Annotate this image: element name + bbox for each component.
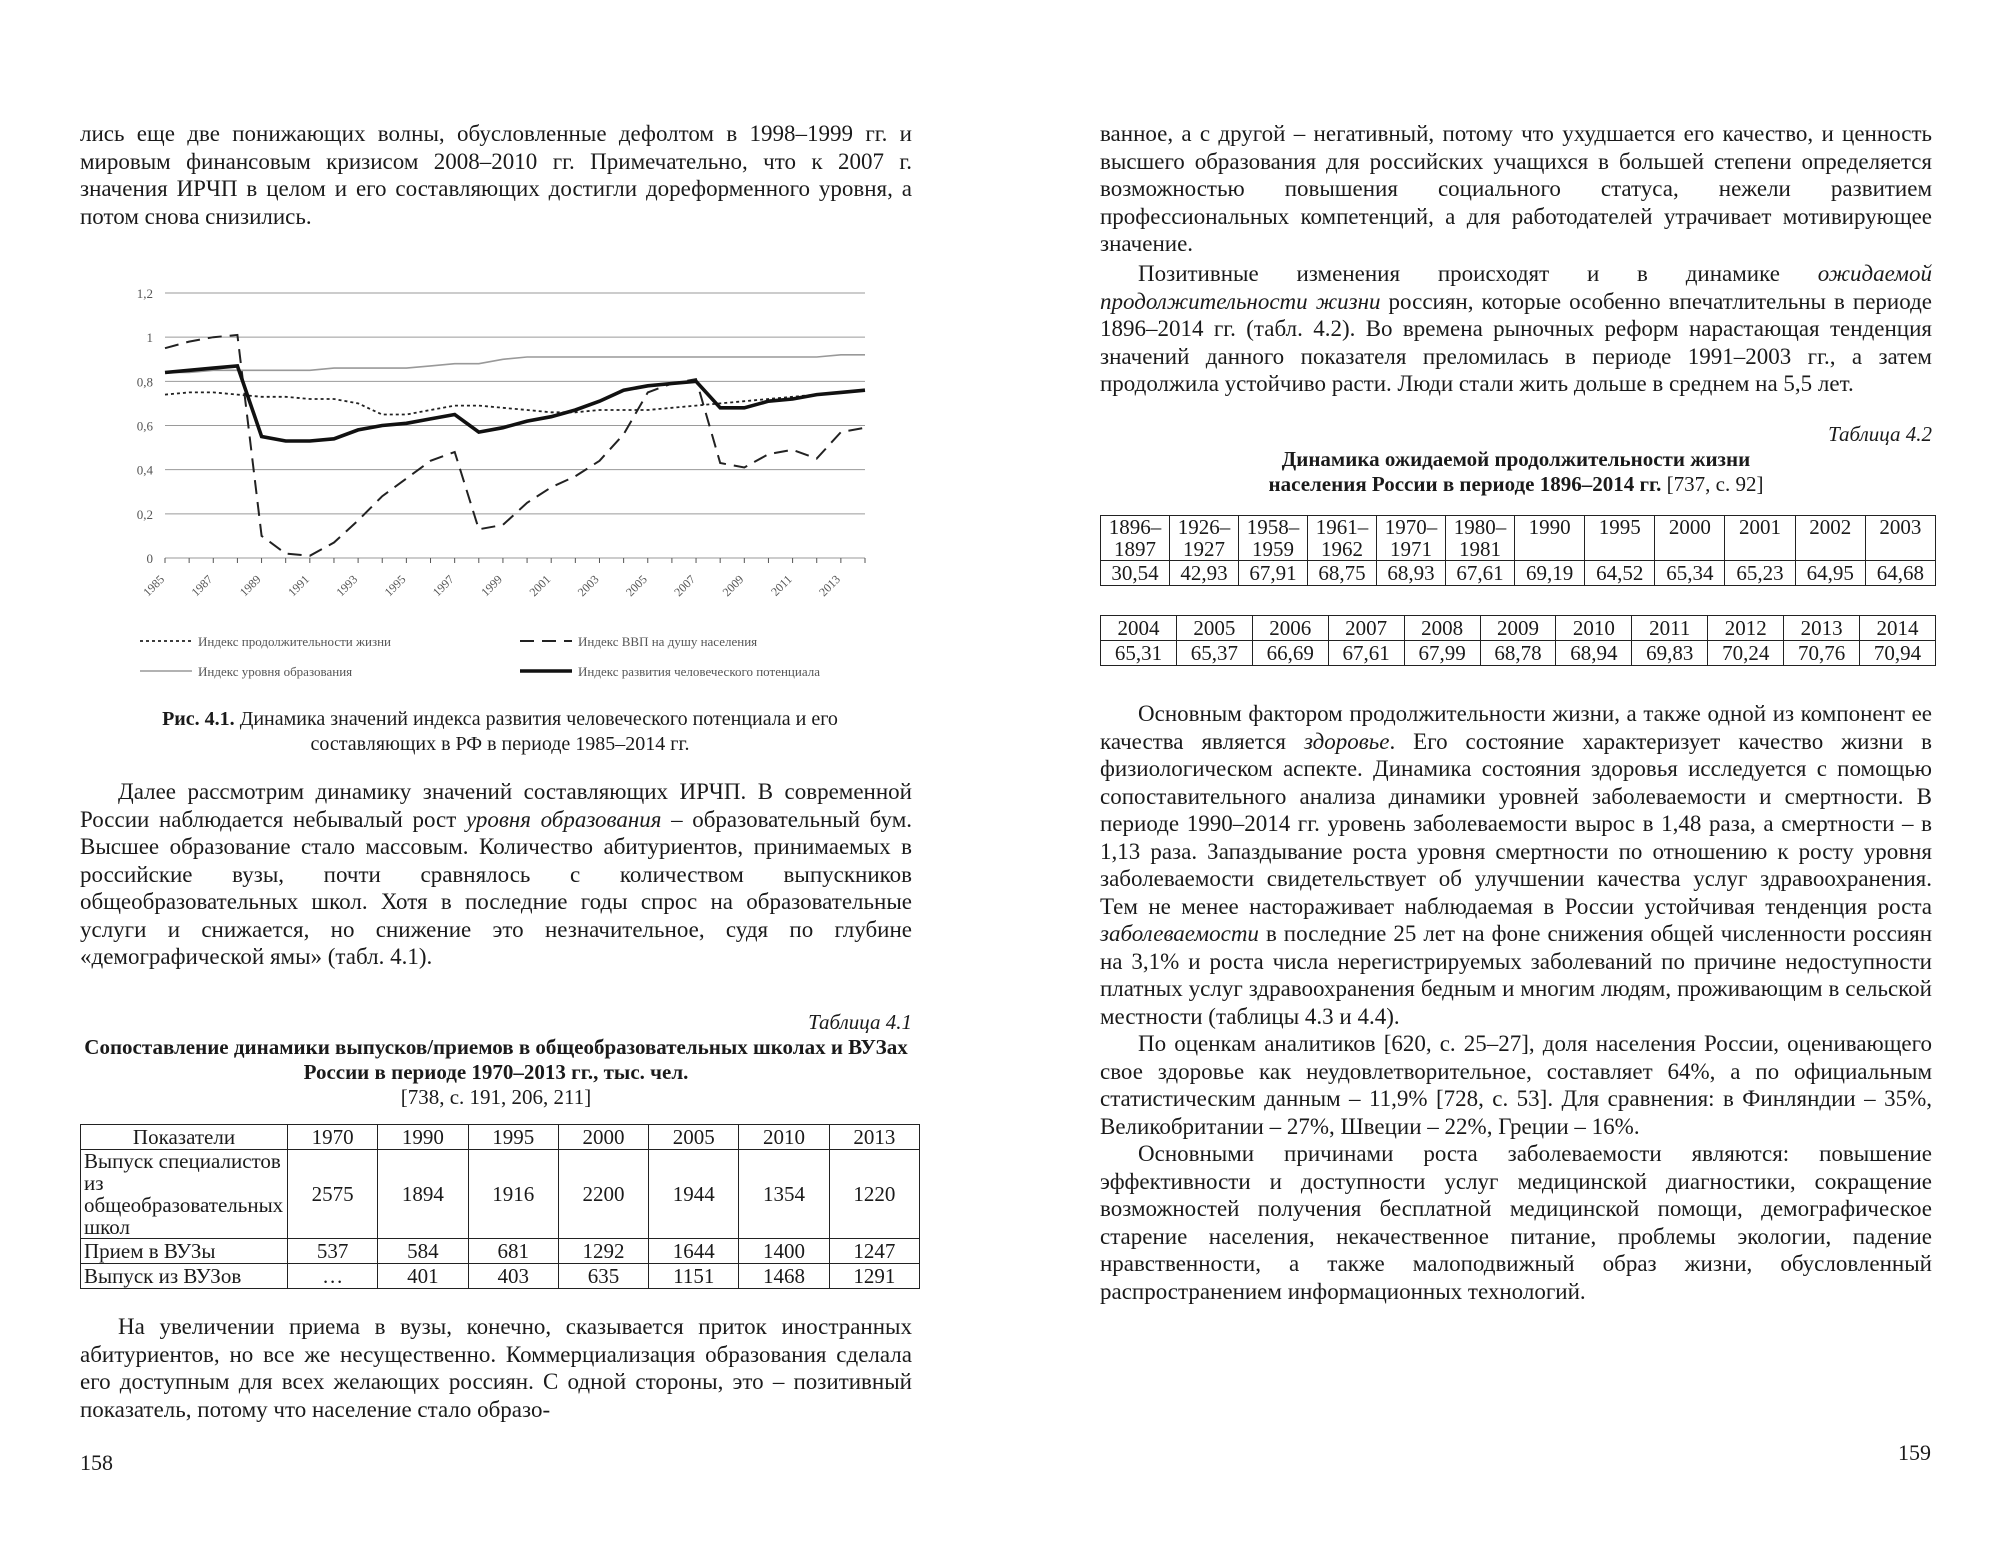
table-4-1-row-cell: Выпуск из ВУЗов <box>81 1264 288 1289</box>
table-4-1-row <box>81 1264 920 1289</box>
table-4-2b-values-row-cell: 67,61 <box>1328 641 1404 666</box>
table-4-2-values-row-cell: 42,93 <box>1170 561 1239 586</box>
table-4-2-header-row-cell: 1958–1959 <box>1239 516 1308 561</box>
table-4-1-header-row <box>81 1125 920 1150</box>
table-4-2b-header-row-cell: 2013 <box>1784 616 1860 641</box>
y-tick-label: 1,2 <box>136 286 153 301</box>
table-4-1-caption: Сопоставление динамики выпусков/приемов в общеобразовательных школах и ВУЗах России в периоде 1970–2013 гг., тыс. чел. <box>84 1035 908 1084</box>
x-tick-label: 1995 <box>381 572 409 600</box>
table-4-1-row-cell: 1916 <box>468 1150 558 1239</box>
index-dynamics-chart <box>80 278 912 718</box>
page-number-159: 159 <box>1898 1440 1931 1465</box>
table-4-2-header-row-cell: 1970–1971 <box>1377 516 1446 561</box>
right-para-3-b: . Его состояние характеризует качество жизни в физиологическом аспекте. Динамика состояния здоровья исследуется с помощью сопоставительного анализа динамики уровней заболеваемости и смертности. В периоде 1990–2014 гг. уровень заболеваемости вырос в 1,48 раза, а смертности – в 1,13 раза. Запаздывание роста уровня смертности по отношению к росту уровня заболеваемости свидетельствует об улучшении качества услуг здравоохранения. Тем не менее настораживает наблюдаемая в России устойчивая тенденция роста <box>1100 728 1932 919</box>
table-4-2-values-row-cell: 68,93 <box>1377 561 1446 586</box>
table-4-2-values-row <box>1101 561 1936 586</box>
legend-label: Индекс развития человеческого потенциала <box>578 664 820 679</box>
right-para-3-italic: здоровье <box>1303 728 1390 754</box>
right-para-2 <box>1100 260 1932 398</box>
legend-label: Индекс уровня образования <box>198 664 353 679</box>
table-4-2-caption-line2 <box>1100 472 1932 497</box>
left-para-1-block <box>80 120 912 230</box>
table-4-1-block <box>80 1010 912 1289</box>
x-tick-label: 1999 <box>478 572 506 600</box>
table-4-2b-values-row-cell: 69,83 <box>1632 641 1708 666</box>
left-para-3-block <box>80 1313 912 1423</box>
x-tick-label: 1987 <box>188 572 216 600</box>
table-4-1-row-cell: 1468 <box>739 1264 829 1289</box>
table-4-2-header-row-cell: 2002 <box>1795 516 1865 561</box>
table-4-1-row <box>81 1239 920 1264</box>
table-4-1-row-cell: 401 <box>378 1264 468 1289</box>
table-4-1-row-cell: 2200 <box>558 1150 648 1239</box>
legend-label: Индекс ВВП на душу населения <box>578 634 758 649</box>
table-4-1-row-cell: 1220 <box>829 1150 919 1239</box>
series-line-dashed <box>165 335 865 556</box>
table-4-2b-header-row-cell: 2011 <box>1632 616 1708 641</box>
table-4-2-header-row-cell: 1995 <box>1585 516 1655 561</box>
table-4-1-row-cell: 537 <box>288 1239 378 1264</box>
table-4-2-caption-line2-text: населения России в периоде 1896–2014 гг. <box>1268 472 1662 496</box>
x-tick-label: 1985 <box>140 572 168 600</box>
left-para-2-italic: уровня образования <box>465 806 662 832</box>
table-4-2-header-row-cell: 1990 <box>1515 516 1585 561</box>
table-4-1-row-cell: 584 <box>378 1239 468 1264</box>
x-tick-label: 1993 <box>333 572 361 600</box>
table-4-2b-header-row-cell: 2007 <box>1328 616 1404 641</box>
table-4-2-caption-line1: Динамика ожидаемой продолжительности жизни <box>1281 447 1751 471</box>
table-4-2-values-row-cell: 68,75 <box>1308 561 1377 586</box>
right-para-3-c: в последние 25 лет на фоне снижения общей численности россиян на 3,1% и роста числа нерегистрируемых заболеваний по причине недоступности платных услуг здравоохранения бедным и многим людям, проживающим в сельской местности (таблицы 4.3 и 4.4). <box>1100 921 1932 1029</box>
table-4-2-header-row-cell: 2000 <box>1655 516 1725 561</box>
table-4-2-values-row-cell: 65,34 <box>1655 561 1725 586</box>
table-4-2-part-1 <box>1100 515 1936 586</box>
y-tick-label: 0 <box>146 551 153 566</box>
table-4-2-number: Таблица 4.2 <box>1828 422 1932 446</box>
table-4-1-number: Таблица 4.1 <box>808 1010 912 1034</box>
table-4-2-block <box>1100 422 1932 666</box>
table-4-1-header-row-cell: 2010 <box>739 1125 829 1150</box>
right-para-5: Основными причинами роста заболеваемости являются: повышение эффективности и доступности услуг медицинской диагностики, сокращение возможностей получения бесплатной медицинской помощи, демографическое старение населения, некачественное питание, проблемы экологии, падение нравственности, а также малоподвижный образ жизни, обусловленный распространением информационных технологий. <box>1100 1141 1932 1304</box>
series-line-thick <box>165 366 865 441</box>
table-4-2b-values-row-cell: 70,24 <box>1708 641 1784 666</box>
table-4-2b-values-row-cell: 65,31 <box>1101 641 1177 666</box>
table-4-2-header-row-cell: 1926–1927 <box>1170 516 1239 561</box>
figure-caption-label: Рис. 4.1. <box>162 708 235 730</box>
table-4-2-values-row-cell: 69,19 <box>1515 561 1585 586</box>
left-para-3: На увеличении приема в вузы, конечно, сказывается приток иностранных абитуриентов, но все же несущественно. Коммерциализация образования сделала его доступным для всех желающих россиян. С одной стороны, это – позитивный показатель, потому что население стало образо- <box>80 1314 912 1422</box>
table-4-2-header-row-cell: 1961–1962 <box>1308 516 1377 561</box>
x-tick-label: 2001 <box>526 572 554 600</box>
y-tick-label: 0,8 <box>136 374 153 390</box>
table-4-1-row <box>81 1150 920 1239</box>
table-4-2-part-2 <box>1100 615 1936 666</box>
table-4-2-header-row-cell: 2001 <box>1725 516 1795 561</box>
table-4-2-ref: [737, с. 92] <box>1666 472 1764 496</box>
table-4-2b-header-row <box>1101 616 1936 641</box>
table-4-2-values-row-cell: 67,91 <box>1239 561 1308 586</box>
table-4-2b-header-row-cell: 2005 <box>1176 616 1252 641</box>
left-para-2 <box>80 778 912 971</box>
table-4-2-values-row-cell: 64,68 <box>1865 561 1935 586</box>
y-tick-label: 0,6 <box>136 418 153 434</box>
table-4-2b-values-row-cell: 68,94 <box>1556 641 1632 666</box>
table-4-1-row-cell: … <box>288 1264 378 1289</box>
right-page <box>1000 0 2000 1549</box>
table-4-2b-header-row-cell: 2010 <box>1556 616 1632 641</box>
right-para-3 <box>1100 700 1932 1030</box>
table-4-2b-values-row-cell: 70,94 <box>1860 641 1936 666</box>
table-4-2-values-row-cell: 30,54 <box>1101 561 1170 586</box>
table-4-1-header-row-cell: 2000 <box>558 1125 648 1150</box>
x-tick-label: 1997 <box>429 572 457 600</box>
table-4-2b-values-row-cell: 70,76 <box>1784 641 1860 666</box>
table-4-1-row-cell: 681 <box>468 1239 558 1264</box>
left-para-2-a: Далее рассмотрим динамику значений составляющих ИРЧП. В современной России наблюдается небывалый рост <box>80 779 912 832</box>
x-tick-label: 1991 <box>285 572 312 600</box>
table-4-2b-header-row-cell: 2008 <box>1404 616 1480 641</box>
table-4-1-row-cell: Прием в ВУЗы <box>81 1239 288 1264</box>
table-4-2b-values-row-cell: 68,78 <box>1480 641 1556 666</box>
left-para-2-b: – образовательный бум. Высшее образование стало массовым. Количество абитуриентов, принимаемых в российские вузы, почти сравнялось с количеством выпускников общеобразовательных школ. Хотя в последние годы спрос на образовательные услуги и снижается, но снижение это незначительное, судя по глубине «демографической ямы» (табл. 4.1). <box>80 806 913 969</box>
right-para-1-block <box>1100 120 1932 258</box>
table-4-2b-values-row-cell: 66,69 <box>1252 641 1328 666</box>
table-4-1-row-cell: 403 <box>468 1264 558 1289</box>
table-4-2-values-row-cell: 64,52 <box>1585 561 1655 586</box>
right-para-4: По оценкам аналитиков [620, с. 25–27], доля населения России, оценивающего свое здоровье как неудовлетворительное, составляет 64%, а по официальным статистическим данным – 11,9% [728, с. 53]. Для сравнения: в Финляндии – 35%, Великобритании – 27%, Швеции – 22%, Греции – 16%. <box>1100 1031 1932 1139</box>
table-4-1-row-cell: 1354 <box>739 1150 829 1239</box>
left-para-1: лись еще две понижающих волны, обусловленные дефолтом в 1998–1999 гг. и мировым финансовым кризисом 2008–2010 гг. Примечательно, что к 2007 г. значения ИРЧП в целом и его составляющих достигли дореформенного уровня, а потом снова снизились. <box>80 121 912 229</box>
table-4-2b-header-row-cell: 2004 <box>1101 616 1177 641</box>
x-tick-label: 2007 <box>671 572 699 600</box>
table-4-1-header-row-cell: 1990 <box>378 1125 468 1150</box>
table-4-1-row-cell: 1894 <box>378 1150 468 1239</box>
table-4-2b-header-row-cell: 2006 <box>1252 616 1328 641</box>
table-4-1-row-cell: Выпуск специалистов из общеобразовательных школ <box>81 1150 288 1239</box>
right-para-2-italic: ожидаемой продолжительности жизни <box>1100 261 1932 314</box>
figure-4-1 <box>80 278 912 718</box>
table-4-1-row-cell: 2575 <box>288 1150 378 1239</box>
figure-caption-text: Динамика значений индекса развития человеческого потенциала и его составляющих в РФ в периоде 1985–2014 гг. <box>239 708 838 755</box>
x-tick-label: 2013 <box>816 572 843 600</box>
table-4-2b-values-row-cell: 65,37 <box>1176 641 1252 666</box>
table-4-2-header-row-cell: 1980–1981 <box>1446 516 1515 561</box>
legend-label: Индекс продолжительности жизни <box>198 634 391 649</box>
table-4-2-header-row <box>1101 516 1936 561</box>
figure-caption <box>160 707 840 757</box>
table-4-1-row-cell: 1151 <box>649 1264 739 1289</box>
table-4-2-header-row-cell: 2003 <box>1865 516 1935 561</box>
table-4-1-header-row-cell: 2013 <box>829 1125 919 1150</box>
table-4-2b-header-row-cell: 2012 <box>1708 616 1784 641</box>
y-tick-label: 1 <box>146 330 153 346</box>
right-para-3-italic2: заболеваемости <box>1100 921 1259 946</box>
page-number-158: 158 <box>80 1450 113 1475</box>
table-4-2b-header-row-cell: 2009 <box>1480 616 1556 641</box>
y-tick-label: 0,4 <box>136 462 153 478</box>
y-tick-label: 0,2 <box>136 506 153 522</box>
table-4-2b-values-row <box>1101 641 1936 666</box>
right-para-2-block <box>1100 260 1932 398</box>
x-tick-label: 2009 <box>719 572 747 600</box>
x-tick-label: 2011 <box>768 572 795 599</box>
right-para-2-a: Позитивные изменения происходят и в динамике <box>1138 261 1818 286</box>
table-4-1-header-row-cell: 2005 <box>649 1125 739 1150</box>
right-para-3-block <box>1100 700 1932 1305</box>
table-4-2-values-row-cell: 65,23 <box>1725 561 1795 586</box>
x-tick-label: 2003 <box>574 572 602 600</box>
table-4-1-header-row-cell: 1970 <box>288 1125 378 1150</box>
series-line-thin <box>165 355 865 373</box>
right-para-2-b: россиян, которые особенно впечатлительны в периоде 1896–2014 гг. (табл. 4.2). Во времена рыночных реформ нарастающая тенденция значений данного показателя преломилась в периоде 1991–2003 гг., а затем продолжила устойчиво расти. Люди стали жить дольше в среднем на 5,5 лет. <box>1100 288 1932 396</box>
table-4-1-row-cell: 1247 <box>829 1239 919 1264</box>
x-tick-label: 2005 <box>623 572 650 600</box>
x-tick-label: 1989 <box>236 572 264 600</box>
table-4-1-row-cell: 635 <box>558 1264 648 1289</box>
table-4-1-row-cell: 1400 <box>739 1239 829 1264</box>
table-4-2b-header-row-cell: 2014 <box>1860 616 1936 641</box>
table-4-2-values-row-cell: 67,61 <box>1446 561 1515 586</box>
table-4-1-ref: [738, с. 191, 206, 211] <box>400 1085 592 1109</box>
table-4-2-header-row-cell: 1896–1897 <box>1101 516 1170 561</box>
right-para-3-a: Основным фактором продолжительности жизни, а также одной из компонент ее качества является <box>1100 701 1932 754</box>
left-para-2-block <box>80 778 912 971</box>
table-4-1-row-cell: 1944 <box>649 1150 739 1239</box>
right-para-1: ванное, а с другой – негативный, потому что ухудшается его качество, и ценность высшего образования для российских учащихся в большей степени определяется возможностью повышения социального статуса, нежели развитием профессиональных компетенций, а для работодателей утрачивает мотивирующее значение. <box>1100 121 1932 256</box>
table-4-1 <box>80 1124 920 1289</box>
table-4-1-header-row-cell: 1995 <box>468 1125 558 1150</box>
table-4-1-row-cell: 1644 <box>649 1239 739 1264</box>
table-4-1-row-cell: 1292 <box>558 1239 648 1264</box>
table-4-1-header-row-cell: Показатели <box>81 1125 288 1150</box>
table-4-2-values-row-cell: 64,95 <box>1795 561 1865 586</box>
table-4-2b-values-row-cell: 67,99 <box>1404 641 1480 666</box>
table-4-1-row-cell: 1291 <box>829 1264 919 1289</box>
